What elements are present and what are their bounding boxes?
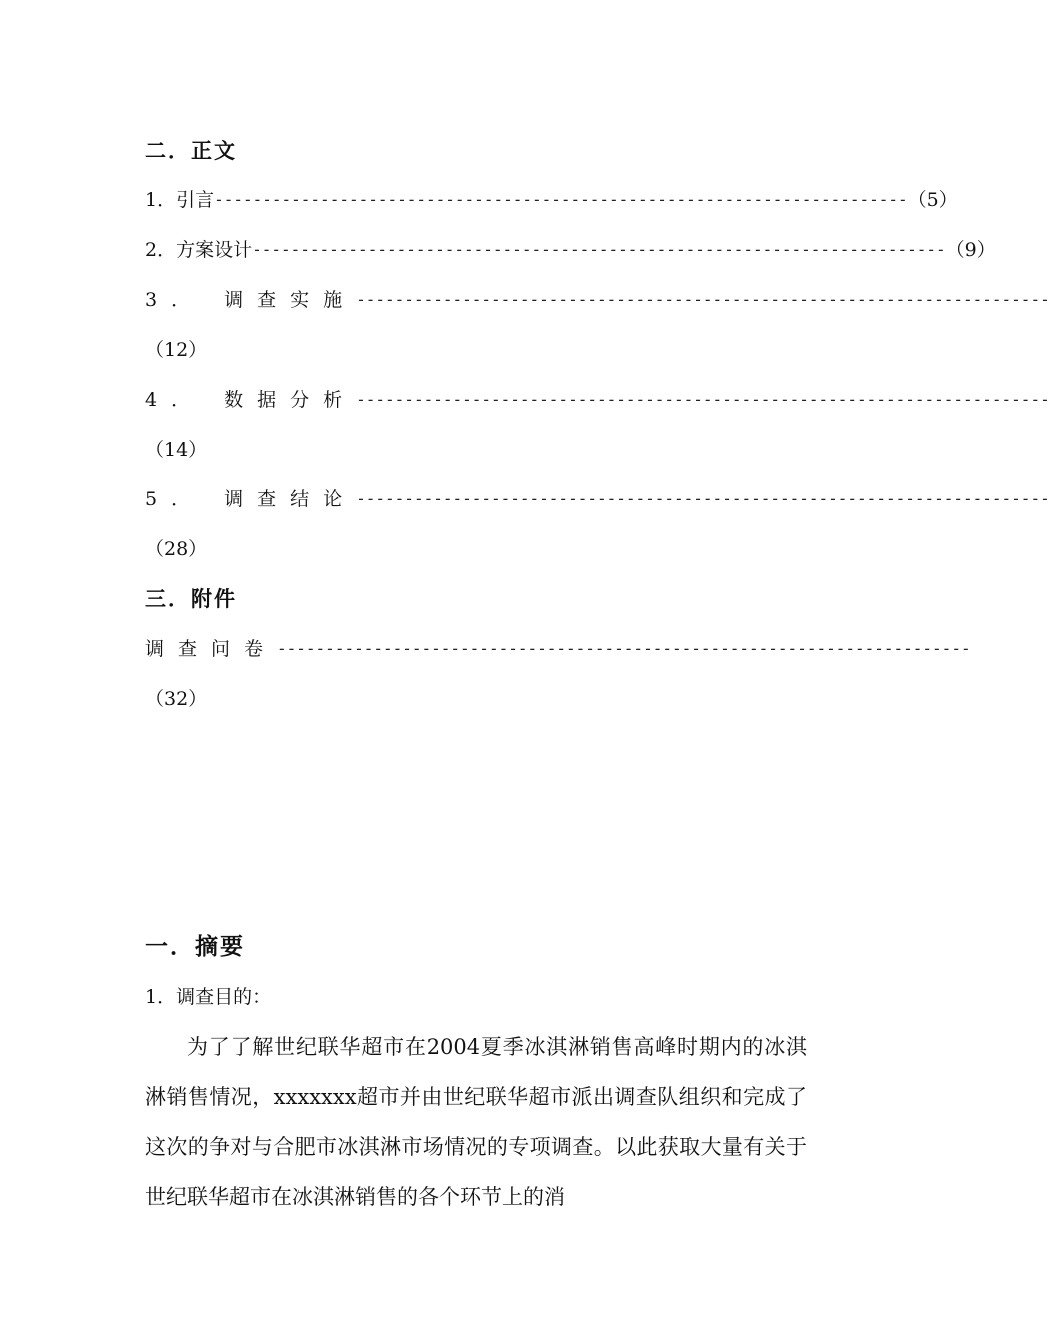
section-heading-attachments: 三．附件 (145, 586, 237, 611)
toc-entry-label: 5． 调查结论 (145, 488, 357, 510)
toc-entry-survey-conclusion (145, 486, 1050, 512)
toc-entry-plan-design (145, 237, 996, 263)
toc-entry-introduction (145, 187, 958, 213)
toc-entry-page: （12） (145, 339, 208, 361)
toc-leader-dashes: ------------------------------------------------------------------------ (356, 489, 1050, 508)
toc-leader-dashes: ------------------------------------------------------------------------ (214, 190, 908, 209)
toc-entry-page: （5） (907, 189, 958, 211)
toc-entry-page: （9） (945, 239, 996, 261)
toc-entry-survey-implementation (145, 287, 1050, 313)
toc-entry-label: 调查问卷 (145, 638, 278, 660)
section-heading-main-text: 二．正文 (145, 138, 237, 163)
toc-entry-page: （32） (145, 688, 208, 710)
toc-entry-label: 4． 数据分析 (145, 389, 357, 411)
paragraph-text: 为了了解世纪联华超市在2004夏季冰淇淋销售高峰时期内的冰淇淋销售情况，xxxxxxx超市并由世纪联华超市派出调查队组织和完成了这次的争对与合肥市冰淇淋市场情况的专项调查。以此获取大量有关于世纪联华超市在冰淇淋销售的各个环节上的消 (145, 1035, 807, 1209)
toc-leader-dashes: ------------------------------------------------------------------------ (252, 240, 946, 259)
toc-entry-page: （28） (145, 538, 208, 560)
subheading-survey-purpose: 1．调查目的： (145, 986, 272, 1008)
toc-entry-label: 3． 调查实施 (145, 289, 357, 311)
toc-leader-dashes: ------------------------------------------------------------------------ (356, 290, 1050, 309)
toc-entry-label: 1．引言 (145, 189, 215, 211)
toc-leader-dashes: ------------------------------------------------------------------------ (356, 390, 1050, 409)
toc-entry-label: 2．方案设计 (145, 239, 253, 261)
toc-entry-page: （14） (145, 439, 208, 461)
toc-entry-data-analysis (145, 387, 1050, 413)
abstract-paragraph (145, 1022, 807, 1222)
toc-leader-dashes: ------------------------------------------------------------------------ (277, 639, 971, 658)
toc-entry-questionnaire (145, 636, 971, 662)
section-heading-abstract: 一．摘要 (145, 933, 245, 960)
